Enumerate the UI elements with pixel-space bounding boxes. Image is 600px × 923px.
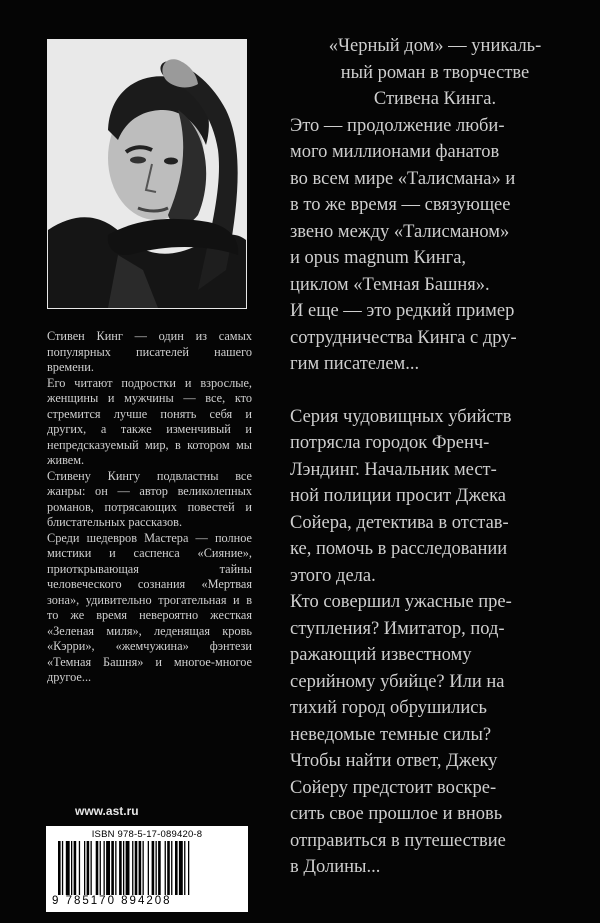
annotation-paragraph: Это — продолжение люби- мого миллионами фанатов во всем мире «Талисмана» и в то же время — связующее звено между «Талисманом» и opus magnum Кинга, циклом «Темная Башня».: [290, 115, 516, 295]
annotation-paragraph: «Черный дом» — уникаль- ный роман в творчестве Стивена Кинга.: [328, 36, 542, 109]
annotation-text: [290, 33, 580, 881]
bio-paragraph: Стивен Кинг — один из самых популярных писателей нашего времени.: [47, 329, 252, 374]
author-portrait-image: [48, 40, 246, 308]
author-bio: [47, 329, 252, 686]
publisher-website: www.ast.ru: [75, 804, 139, 818]
isbn-label: ISBN 978-5-17-089420-8: [91, 829, 203, 840]
bio-paragraph: Среди шедевров Мастера — полное мистики и саспенса «Сияние», приоткрывающая тайны человеческого сознания «Мертвая зона», удивительно трогательная и в то же время невероятно жесткая «Зеленая миля», леденящая кровь «Кэрри», «жемчужина» фэнтези «Темная Башня» и многое-многое другое...: [47, 530, 252, 684]
bio-paragraph: Его читают подростки и взрослые, женщины и мужчины — все, кто стремится лучше понять себя и других, а также изменчивый и непредсказуемый мир, в котором мы живем.: [47, 375, 252, 467]
barcode-digits: 9 785170 894208: [52, 895, 172, 907]
annotation-paragraph: Чтобы найти ответ, Джеку Сойеру предстоит воскре- сить свое прошлое и вновь отправиться в путешествие в Долины...: [290, 751, 506, 877]
annotation-paragraph: Кто совершил ужасные пре- ступления? Имитатор, под- ражающий известному серийному убийце? Или на тихий город обрушились неведомые темные силы?: [290, 592, 512, 745]
annotation-paragraph: И еще — это редкий пример сотрудничества Кинга с дру- гим писателем...: [290, 301, 517, 374]
barcode-block: [46, 826, 248, 912]
bio-paragraph: Стивену Кингу подвластны все жанры: он — автор великолепных романов, потрясающих повестей и блистательных рассказов.: [47, 468, 252, 529]
author-photo: [47, 39, 247, 309]
annotation-paragraph: Серия чудовищных убийств потрясла городок Френч- Лэндинг. Начальник мест- ной полиции просит Джека Сойера, детектива в отстав- ке, помочь в расследовании этого дела.: [290, 406, 512, 586]
barcode-image: [54, 841, 240, 895]
